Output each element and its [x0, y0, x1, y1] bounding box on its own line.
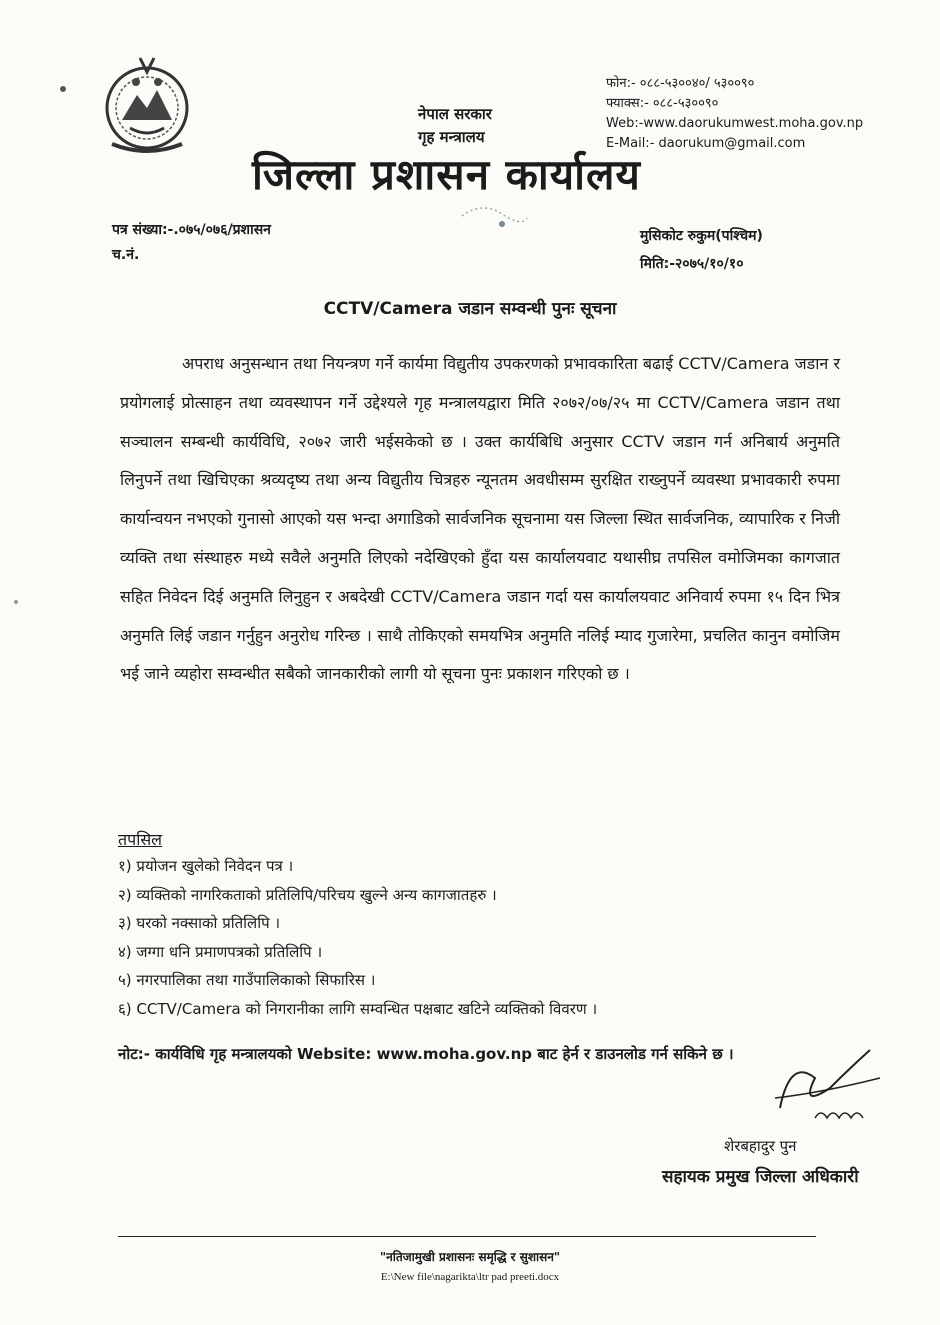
annex-item: ४) जग्गा धनि प्रमाणपत्रको प्रतिलिपि ।: [118, 942, 323, 961]
annex-item: २) व्यक्तिको नागरिकताको प्रतिलिपि/परिचय खुल्ने अन्य कागजातहरु ।: [118, 885, 497, 904]
footer-motto: "नतिजामुखी प्रशासनः समृद्धि र सुशासन": [379, 1250, 561, 1264]
signer-name: शेरबहादुर पुन: [724, 1137, 797, 1155]
web-line: Web:-www.daorukumwest.moha.gov.np: [606, 116, 864, 131]
ref-number: पत्र संख्या:-.०७५/०७६/प्रशासन: [112, 222, 271, 238]
annex-list: [118, 852, 597, 1023]
note: नोट:- कार्यविधि गृह मन्त्रालयको Website: www.moha.gov.np बाट हेर्न र डाउनलोड गर्न सकिने छ ।: [118, 1045, 734, 1063]
punch-mark: [14, 600, 18, 604]
location: मुसिकोट रुकुम(पश्चिम): [640, 228, 763, 244]
handwritten-signature-icon: [760, 1038, 900, 1128]
footer-file-path: E:\New file\nagarikta\ltr pad preeti.docx: [380, 1271, 560, 1283]
annex-item: ३) घरको नक्साको प्रतिलिपि ।: [118, 914, 281, 932]
annex-title: तपसिल: [118, 830, 163, 849]
dispatch-number: च.नं.: [112, 247, 140, 263]
faded-stamp-icon: [452, 196, 532, 236]
email-line: E-Mail:- daorukum@gmail.com: [606, 136, 806, 151]
footer-divider: [118, 1236, 816, 1237]
gov-name: नेपाल सरकार: [418, 105, 492, 123]
ministry-name: गृह मन्त्रालय: [418, 128, 485, 146]
fax-line: फ्याक्स:- ०८८-५३००९०: [606, 96, 719, 111]
notice-body: अपराध अनुसन्धान तथा नियन्त्रण गर्ने कार्यमा विद्युतीय उपकरणको प्रभावकारिता बढाई CCTV/Camera जडान र प्रयोगलाई प्रोत्साहन तथा व्यवस्थापन गर्ने उद्देश्यले गृह मन्त्रालयद्वारा मिति २०७२/०७/२५ मा CCTV/Camera जडान तथा सञ्चालन सम्बन्धी कार्यविधि, २०७२ जारी भईसकेको छ । उक्त कार्यबिधि अनुसार CCTV जडान गर्न अनिबार्य अनुमति लिनुपर्ने तथा खिचिएका श्रव्यदृष्य तथा अन्य विद्युतीय चित्रहरु न्यूनतम अवधीसम्म सुरक्षित राख्नुपर्ने व्यवस्था प्रभावकारी रुपमा कार्यान्वयन नभएको गुनासो आएको यस भन्दा अगाडिको सार्वजनिक सूचनामा यस जिल्ला स्थित सार्वजनिक, व्यापारिक र निजी व्यक्ति तथा संस्थाहरु मध्ये सवैले अनुमति लिएको नदेखिएको हुँदा यस कार्यालयवाट यथासीघ्र तपसिल वमोजिमका कागजात सहित निवेदन दिई अनुमति लिनुहुन र अबदेखी CCTV/Camera जडान गर्दा यस कार्यालयवाट अनिवार्य रुपमा १५ दिन भित्र अनुमति लिई जडान गर्नुहुन अनुरोध गरिन्छ । साथै तोकिएको समयभित्र अनुमति नलिई म्याद गुजारेमा, प्रचलित कानुन वमोजिम भई जाने व्यहोरा सम्वन्धीत सबैको जानकारीको लागी यो सूचना पुनः प्रकाशन गरिएको छ ।: [120, 354, 840, 684]
government-heading: [418, 103, 492, 149]
office-title: जिल्ला प्रशासन कार्यालय: [252, 150, 641, 199]
letter-date: मिति:-२०७५/१०/१०: [640, 256, 744, 272]
phone-line: फोन:- ०८८-५३००४०/ ५३००९०: [606, 76, 755, 91]
subject-line: CCTV/Camera जडान सम्वन्धी पुनः सूचना: [323, 299, 617, 319]
punch-mark: [60, 86, 66, 92]
annex-item: ६) CCTV/Camera को निगरानीका लागि सम्वन्धित पक्षबाट खटिने व्यक्तिको विवरण ।: [118, 999, 598, 1018]
signer-designation: सहायक प्रमुख जिल्ला अधिकारी: [662, 1167, 859, 1187]
reference-block: [112, 218, 271, 268]
annex-item: ५) नगरपालिका तथा गाउँपालिकाको सिफारिस ।: [118, 971, 376, 989]
contact-block: [606, 74, 863, 154]
location-date-block: [640, 222, 763, 278]
annex-item: १) प्रयोजन खुलेको निवेदन पत्र ।: [118, 857, 294, 875]
nepal-emblem-icon: [92, 50, 202, 160]
